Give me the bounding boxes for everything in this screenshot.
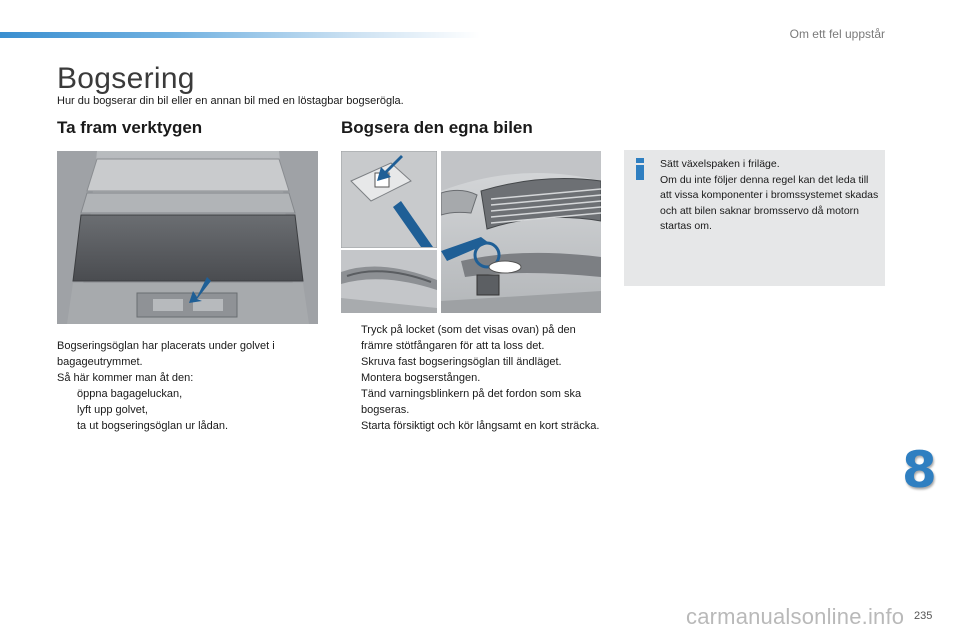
tow-steps	[341, 322, 603, 434]
tools-paragraph-location: Bogseringsöglan har placerats under golvet i bagageutrymmet.	[57, 340, 275, 368]
car-front-illustration	[441, 151, 601, 313]
watermark: carmanualsonline.info	[686, 604, 905, 629]
tools-steps-list	[57, 386, 317, 434]
headlight-illustration	[341, 250, 437, 313]
list-item: Skruva fast bogseringsöglan till ändläget.	[361, 356, 562, 368]
page-intro: Hur du bogserar din bil eller en annan bil med en löstagbar bogserögla.	[57, 95, 404, 107]
list-item: lyft upp golvet,	[77, 404, 148, 416]
trunk-illustration	[57, 151, 318, 324]
list-item: Tänd varningsblinkern på det fordon som ska bogseras.	[361, 388, 582, 416]
page-title: Bogsering	[57, 62, 195, 95]
header-accent-bar	[0, 32, 480, 38]
page-number: 235	[914, 610, 933, 622]
tools-text	[57, 338, 317, 434]
list-item: ta ut bogseringsöglan ur lådan.	[77, 420, 229, 432]
section-title-tow-own-car: Bogsera den egna bilen	[341, 118, 533, 137]
list-item: Starta försiktigt och kör långsamt en kort sträcka.	[361, 420, 600, 432]
tow-steps-list	[341, 322, 603, 434]
info-box	[624, 150, 885, 286]
tools-paragraph-access: Så här kommer man åt den:	[57, 372, 194, 384]
list-item: öppna bagageluckan,	[77, 388, 183, 400]
info-text	[660, 157, 882, 235]
chapter-title: Om ett fel uppstår	[789, 27, 885, 41]
info-line-warning: Om du inte följer denna regel kan det leda till att vissa komponenter i bromssystemet skadas och att bilen saknar bromsservo då motorn startas om.	[660, 173, 879, 232]
hook-detail-illustration	[341, 151, 437, 248]
list-item: Tryck på locket (som det visas ovan) på den främre stötfångaren för att ta loss det.	[361, 324, 576, 352]
section-title-tools: Ta fram verktygen	[57, 118, 203, 137]
list-item: Montera bogserstången.	[361, 372, 481, 384]
info-line-neutral: Sätt växelspaken i friläge.	[660, 158, 780, 170]
info-icon	[634, 158, 646, 180]
chapter-number: 8	[902, 441, 937, 499]
